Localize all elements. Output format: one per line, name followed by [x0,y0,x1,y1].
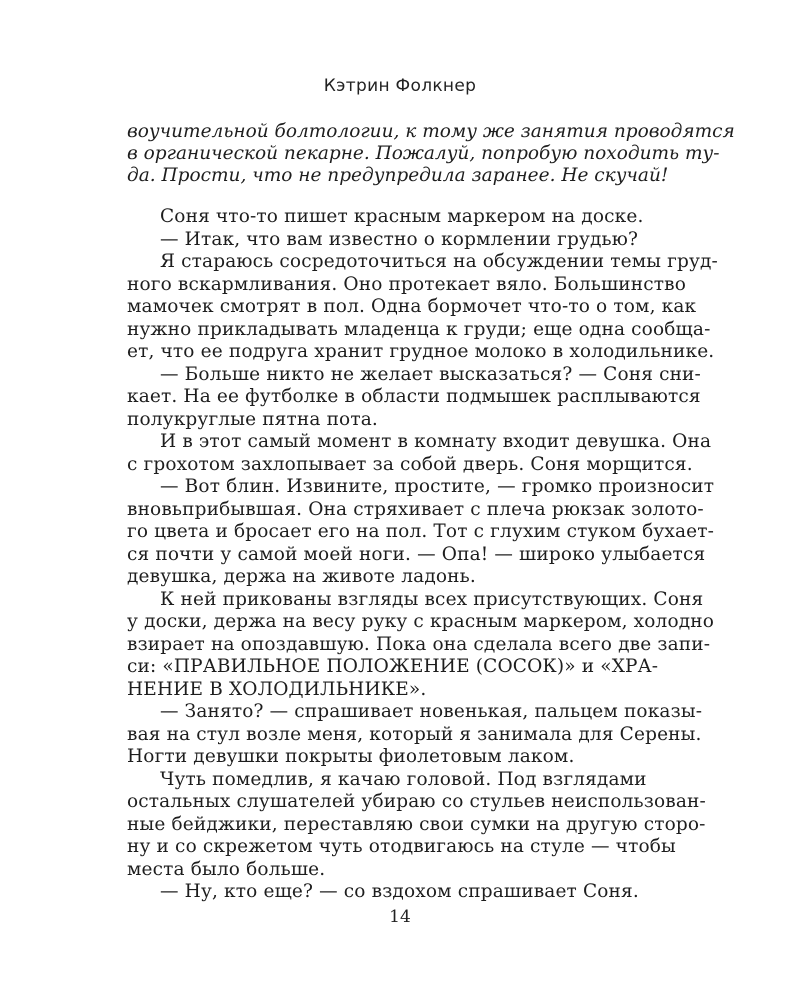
text-line: кает. На ее футболке в области подмышек расплываются [127,386,701,407]
text-line: с грохотом захлопывает за собой дверь. Соня морщится. [127,453,693,475]
text-line: воучительной болтологии, к тому же занятия проводятся [127,121,735,142]
text-line: да. Прости, что не предупредила заранее. Не скучай! [127,165,669,186]
text-line: нужно прикладывать младенца к груди; еще одна сообща- [127,318,711,340]
text-line: взирает на опоздавшую. Пока она сделала всего две запи- [127,633,711,655]
text-line: Ногти девушки покрыты фиолетовым лаком. [127,746,575,767]
text-line: остальных слушателей убираю со стульев неиспользован- [127,791,706,812]
text-line: го цвета и бросает его на пол. Тот с глухим стуком бухает- [127,521,715,542]
text-line: вая на стул возле меня, который я занимала для Серены. [127,723,702,745]
text-line: НЕНИЕ В ХОЛОДИЛЬНИКЕ». [127,678,427,700]
text-line: у доски, держа на весу руку с красным маркером, холодно [127,611,715,632]
text-line: места было больше. [127,858,326,880]
text-line: К ней прикованы взгляды всех присутствующих. Соня [160,588,704,610]
text-line: си: «ПРАВИЛЬНОЕ ПОЛОЖЕНИЕ (СОСОК)» и «ХРА- [127,656,659,677]
text-line: в органической пекарне. Пожалуй, попробую походить ту- [127,143,720,164]
text-line: — Итак, что вам известно о кормлении грудью? [160,228,639,250]
text-line: ся почти у самой моей ноги. — Опа! — широко улыбается [127,543,706,565]
text-line: Соня что-то пишет красным маркером на доске. [160,206,644,227]
running-header-author: Кэтрин Фолкнер [323,76,477,96]
text-line: — Занято? — спрашивает новенькая, пальцем показы- [160,701,703,722]
text-line: И в этот самый момент в комнату входит девушка. Она [160,431,712,452]
text-line: ет, что ее подруга хранит грудное молоко в холодильнике. [127,341,715,362]
text-line: девушка, держа на животе ладонь. [127,566,476,587]
text-line: — Больше никто не желает высказаться? — Соня сни- [160,363,701,385]
italic-letter-block [127,121,735,187]
text-line: Чуть помедлив, я качаю головой. Под взглядами [160,768,647,790]
text-line: полукруглые пятна пота. [127,408,378,430]
text-line: — Ну, кто еще? — со вздохом спрашивает Соня. [160,881,639,902]
text-line: ного вскармливания. Оно протекает вяло. Большинство [127,273,687,295]
body-text [127,206,717,904]
text-line: вновьприбывшая. Она стряхивает с плеча рюкзак золото- [127,498,704,520]
text-line: ну и со скрежетом чуть отодвигаюсь на стуле — чтобы [127,836,676,857]
page-number: 14 [389,907,411,927]
text-line: ные бейджики, переставляю свои сумки на другую сторо- [127,813,706,835]
text-line: мамочек смотрят в пол. Одна бормочет что-то о том, как [127,296,697,317]
text-line: — Вот блин. Извините, простите, — громко произносит [160,476,715,497]
text-line: Я стараюсь сосредоточиться на обсуждении темы груд- [160,251,718,272]
